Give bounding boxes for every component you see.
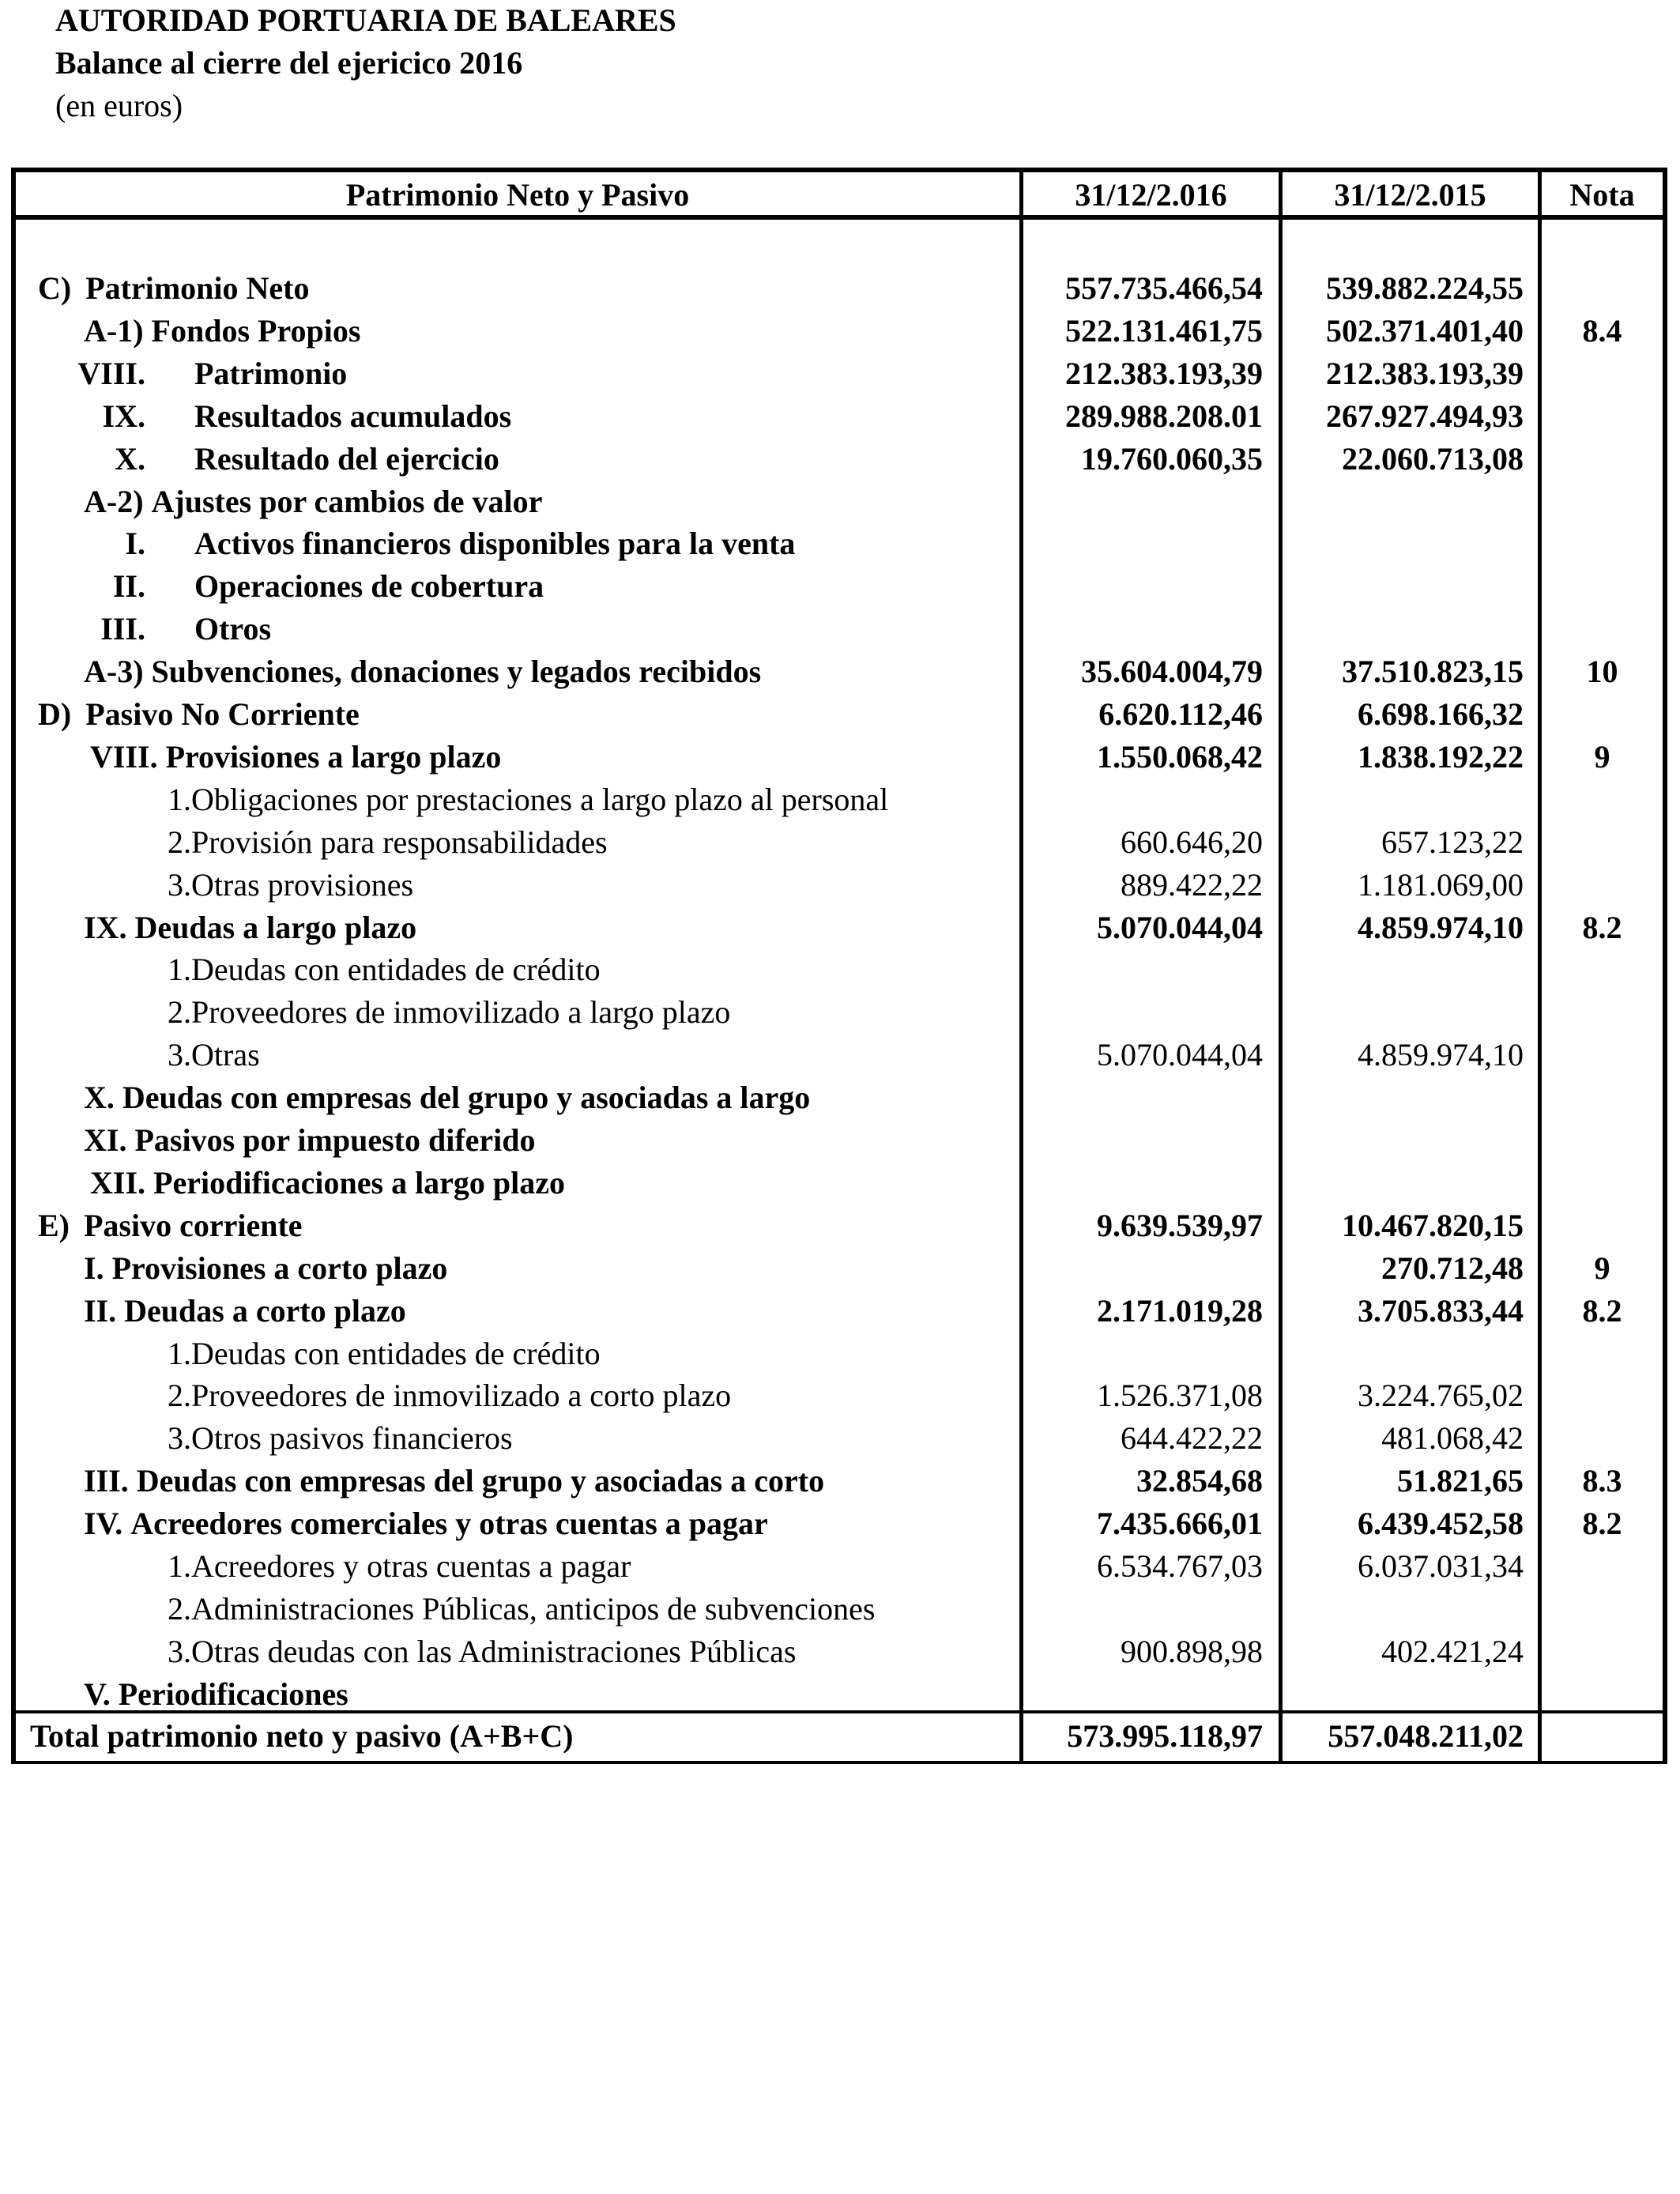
row-value-2015: 6.698.166,32 [1358,696,1524,732]
row-value-2016: 7.435.666,01 [1097,1506,1263,1541]
row-mark: II. [112,568,145,604]
row-label: Proveedores de inmovilizado a corto plazo [191,1378,732,1413]
column-header-2015: 31/12/2.015 [1334,177,1486,213]
row-concept [38,1204,303,1247]
row-value-2015: 502.371.401,40 [1326,313,1524,349]
total-label: Total patrimonio neto y pasivo (A+B+C) [30,1718,574,1754]
row-mark: VIII. [90,739,158,775]
units-note: (en euros) [55,88,183,123]
row-nota: 10 [1586,654,1618,689]
row-mark: 1. [168,952,191,987]
total-2015: 557.048.211,02 [1328,1718,1524,1754]
row-value-2015: 1.838.192,22 [1358,739,1524,775]
row-value-2016: 660.646,20 [1121,824,1263,860]
row-value-2016: 5.070.044,04 [1097,910,1263,945]
row-concept [84,1290,406,1333]
document-title: Balance al cierre del ejericico 2016 [55,45,523,81]
row-label: Provisiones a corto plazo [111,1250,448,1286]
row-value-2016: 289.988.208.01 [1065,398,1263,434]
row-value-2015: 481.068,42 [1381,1420,1524,1456]
row-label: Pasivos por impuesto diferido [134,1122,536,1158]
row-concept [84,907,416,949]
row-value-2016: 6.620.112,46 [1098,696,1263,732]
row-mark: III. [84,1463,129,1498]
row-mark: A-2) [84,484,144,519]
row-mark: 2. [168,1378,191,1413]
row-value-2015: 3.224.765,02 [1358,1378,1524,1413]
row-label: Deudas a corto plazo [124,1293,406,1329]
row-concept [84,1460,824,1502]
row-label: Otras provisiones [191,867,414,903]
row-value-2016: 644.422,22 [1121,1420,1263,1456]
balance-table [11,168,1667,1764]
row-label: Proveedores de inmovilizado a largo plazo [191,994,731,1030]
row-mark: I. [84,1250,104,1286]
row-value-2016: 2.171.019,28 [1097,1293,1263,1329]
row-label: Subvenciones, donaciones y legados recibidos [151,654,762,689]
row-nota: 8.2 [1582,1506,1622,1541]
row-value-2016: 212.383.193,39 [1065,356,1263,391]
row-mark: XII. [90,1165,146,1201]
row-label: Ajustes por cambios de valor [151,484,543,519]
row-mark: C) [38,270,72,306]
row-label: Provisión para responsabilidades [191,824,608,860]
row-value-2015: 37.510.823,15 [1342,654,1524,689]
row-mark: II. [84,1293,117,1329]
row-value-2016: 1.526.371,08 [1097,1378,1263,1413]
row-concept [38,267,309,310]
row-value-2016: 889.422,22 [1121,867,1263,903]
row-value-2016: 1.550.068,42 [1097,739,1263,775]
row-mark: XI. [84,1122,127,1158]
row-value-2016: 32.854,68 [1136,1463,1263,1498]
row-mark: X. [84,1080,115,1115]
row-concept [84,1076,810,1119]
row-value-2015: 267.927.494,93 [1326,398,1524,434]
row-mark: 1. [168,1548,191,1584]
row-mark: 2. [168,994,191,1030]
row-nota: 8.2 [1582,1293,1622,1329]
row-nota: 8.4 [1582,313,1622,349]
row-mark: I. [125,526,145,561]
row-concept [90,1162,565,1204]
row-label: Resultados acumulados [194,398,512,434]
row-mark: 1. [168,782,191,817]
column-header-nota: Nota [1569,177,1635,213]
row-value-2015: 657.123,22 [1381,824,1524,860]
row-label: Otros pasivos financieros [191,1420,513,1456]
row-nota: 9 [1594,739,1610,775]
row-label: Otras deudas con las Administraciones Públicas [191,1634,797,1669]
row-nota: 8.3 [1582,1463,1622,1498]
row-label: Periodificaciones [118,1676,348,1712]
table-top-border [11,168,1667,172]
row-value-2015: 402.421,24 [1381,1634,1524,1669]
row-label: Fondos Propios [151,313,361,349]
row-value-2015: 22.060.713,08 [1342,441,1524,477]
row-value-2015: 3.705.833,44 [1358,1293,1524,1329]
row-concept [84,1502,768,1545]
row-mark: V. [84,1676,111,1712]
row-value-2015: 4.859.974,10 [1358,910,1524,945]
row-label: Deudas con empresas del grupo y asociadas a corto [136,1463,825,1498]
left-border [11,168,16,1764]
row-label: Patrimonio [194,356,348,391]
row-label: Otras [191,1037,260,1072]
row-concept [38,693,360,736]
row-mark: VIII. [77,356,145,391]
row-nota: 8.2 [1582,910,1622,945]
table-bottom-border [11,1761,1667,1764]
row-label: Acreedores y otras cuentas a pagar [191,1548,631,1584]
row-value-2015: 6.037.031,34 [1358,1548,1524,1584]
row-value-2016: 900.898,98 [1121,1634,1263,1669]
row-label: Resultado del ejercicio [194,441,499,477]
row-label: Pasivo No Corriente [85,696,360,732]
row-value-2016: 35.604.004,79 [1081,654,1263,689]
row-concept [84,1119,536,1162]
column-header-2016: 31/12/2.016 [1075,177,1227,213]
row-label: Deudas a largo plazo [134,910,417,945]
total-2016: 573.995.118,97 [1067,1718,1263,1754]
row-mark: E) [38,1208,70,1243]
row-label: Pasivo corriente [84,1208,303,1243]
row-label: Obligaciones por prestaciones a largo plazo al personal [191,782,889,817]
row-concept [90,736,501,778]
row-label: Deudas con entidades de crédito [191,952,601,987]
row-label: Provisiones a largo plazo [165,739,502,775]
column-header-concept: Patrimonio Neto y Pasivo [345,177,690,213]
row-mark: 3. [168,1420,191,1456]
row-value-2015: 212.383.193,39 [1326,356,1524,391]
row-mark: A-3) [84,654,144,689]
row-mark: IV. [84,1506,123,1541]
row-label: Otros [194,611,272,647]
row-mark: X. [115,441,145,477]
row-value-2016: 19.760.060,35 [1081,441,1263,477]
row-value-2015: 6.439.452,58 [1358,1506,1524,1541]
row-mark: 1. [168,1336,191,1371]
org-name: AUTORIDAD PORTUARIA DE BALEARES [55,2,676,38]
row-value-2015: 270.712,48 [1381,1250,1524,1286]
row-mark: 3. [168,1037,191,1072]
row-value-2016: 522.131.461,75 [1065,313,1263,349]
row-mark: IX. [84,910,127,945]
row-concept [84,1247,447,1290]
row-label: Deudas con empresas del grupo y asociadas a largo [122,1080,811,1115]
row-mark: 2. [168,824,191,860]
row-value-2015: 4.859.974,10 [1358,1037,1524,1072]
row-nota: 9 [1594,1250,1610,1286]
row-value-2015: 539.882.224,55 [1326,270,1524,306]
row-label: Operaciones de cobertura [194,568,544,604]
row-label: Patrimonio Neto [85,270,310,306]
row-mark: 3. [168,867,191,903]
row-value-2015: 10.467.820,15 [1342,1208,1524,1243]
row-value-2015: 1.181.069,00 [1358,867,1524,903]
row-mark: III. [100,611,145,647]
row-value-2016: 9.639.539,97 [1097,1208,1263,1243]
row-concept [84,481,542,523]
row-concept [84,1673,348,1716]
row-value-2016: 5.070.044,04 [1097,1037,1263,1072]
row-label: Periodificaciones a largo plazo [153,1165,566,1201]
row-label: Acreedores comerciales y otras cuentas a pagar [130,1506,768,1541]
row-mark: D) [38,696,72,732]
row-mark: 2. [168,1591,191,1627]
row-concept [84,650,761,693]
row-mark: A-1) [84,313,144,349]
row-value-2016: 557.735.466,54 [1065,270,1263,306]
row-value-2016: 6.534.767,03 [1097,1548,1263,1584]
right-border [1663,168,1667,1764]
row-mark: IX. [102,398,145,434]
row-mark: 3. [168,1634,191,1669]
row-label: Administraciones Públicas, anticipos de subvenciones [191,1591,876,1627]
row-label: Activos financieros disponibles para la venta [194,526,796,561]
row-concept [84,310,360,352]
row-label: Deudas con entidades de crédito [191,1336,601,1371]
row-value-2015: 51.821,65 [1397,1463,1524,1498]
